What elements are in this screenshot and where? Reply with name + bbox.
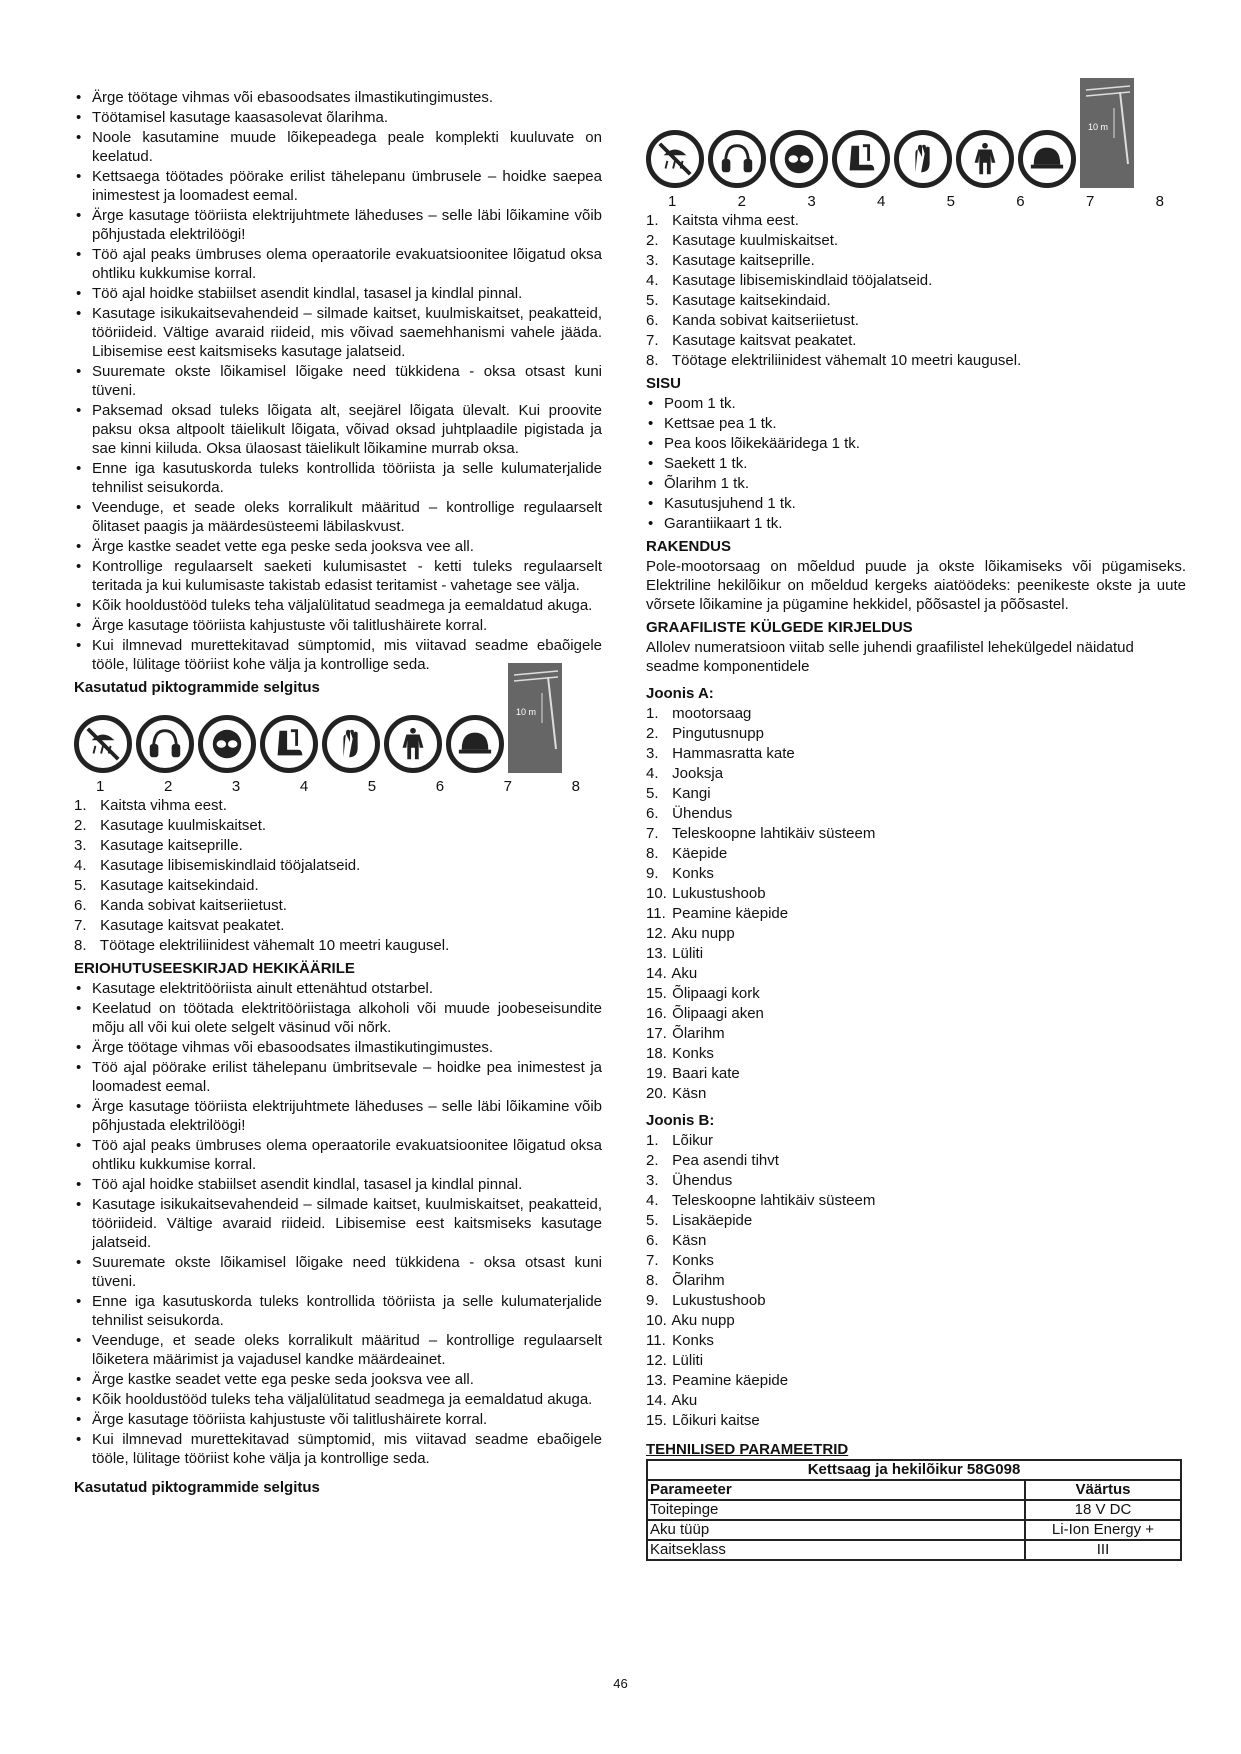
item-text: Kasutage kaitsvat peakatet. [100, 917, 285, 934]
item-text: Pea asendi tihvt [672, 1152, 779, 1169]
pictogram-number: 4 [876, 193, 886, 210]
table-row [647, 1540, 1181, 1560]
list-item [646, 1064, 1186, 1083]
item-text: Hammasratta kate [672, 745, 795, 762]
list-item: • Kasutage isikukaitsevahendeid – silmade kaitset, kuulmiskaitset, peakatteid, tööriideid. Vältige avaraid riideid, mis võivad saemehhanismi vahele jääda. Libisemise eest kaitsmiseks kasutage jalatseid. [74, 304, 602, 361]
item-text: Kasutage kaitsekindaid. [672, 292, 831, 309]
list-item [646, 904, 1186, 923]
table-row [647, 1520, 1181, 1540]
item-text: Kasutage kaitsekindaid. [100, 877, 259, 894]
item-text: Lõikuri kaitse [672, 1412, 760, 1429]
item-number: 7. [74, 917, 87, 934]
list-item [646, 744, 1186, 763]
list-item: • Garantiikaart 1 tk. [646, 514, 1186, 533]
sign-distance-text: 10 m [516, 707, 537, 717]
item-number: 2. [646, 232, 659, 249]
list-item [646, 884, 1186, 903]
pictogram-numbers [74, 777, 602, 796]
graaf-heading: GRAAFILISTE KÜLGEDE KIRJELDUS [646, 619, 913, 636]
item-text: Baari kate [672, 1065, 740, 1082]
safety-glasses-icon [198, 715, 256, 773]
item-text: Kasutage kuulmiskaitset. [100, 817, 267, 834]
list-item [646, 1044, 1186, 1063]
tech-cell: Li-Ion Energy + [1025, 1520, 1181, 1540]
joonis-b-heading: Joonis B: [646, 1112, 715, 1129]
list-item: • Töötamisel kasutage kaasasolevat õlarihma. [74, 108, 602, 127]
item-text: Kasutage kaitseprille. [100, 837, 243, 854]
item-number: 7. [646, 1252, 659, 1269]
safety-boots-icon [832, 130, 890, 188]
tech-table [646, 1459, 1182, 1561]
item-text: Teleskoopne lahtikäiv süsteem [671, 825, 876, 842]
list-item [646, 924, 1186, 943]
item-number: 1. [646, 1132, 659, 1149]
pictogram-heading-2: Kasutatud piktogrammide selgitus [74, 1479, 320, 1496]
joonis-b-list [646, 1131, 1186, 1430]
item-number: 2. [74, 817, 87, 834]
list-item: • Enne iga kasutuskorda tuleks kontrollida tööriista ja selle kulumaterjalide tehnilist seisukorda. [74, 1292, 602, 1330]
list-item [646, 1251, 1186, 1270]
item-text: Töötage elektriliinidest vähemalt 10 meetri kaugusel. [99, 937, 450, 954]
item-number: 9. [646, 865, 659, 882]
item-number: 1. [646, 212, 659, 229]
item-number: 12. [646, 1352, 667, 1369]
list-item [646, 944, 1186, 963]
item-number: 5. [646, 1212, 659, 1229]
list-item [646, 1351, 1186, 1370]
item-number: 15. [646, 985, 667, 1002]
contents-list [646, 394, 1186, 533]
list-item [74, 876, 602, 895]
list-item: • Töö ajal hoidke stabiilset asendit kindlal, tasasel ja kindlal pinnal. [74, 284, 602, 303]
list-item [646, 844, 1186, 863]
item-number: 12. [646, 925, 667, 942]
list-item [74, 816, 602, 835]
list-item: • Töö ajal hoidke stabiilset asendit kindlal, tasasel ja kindlal pinnal. [74, 1175, 602, 1194]
item-text: Lukustushoob [672, 885, 766, 902]
list-item [646, 1411, 1186, 1430]
item-text: Kasutage kuulmiskaitset. [672, 232, 839, 249]
tech-cell: III [1025, 1540, 1181, 1560]
pictogram-number: 3 [807, 193, 816, 210]
list-item [646, 1171, 1186, 1190]
item-number: 9. [646, 1292, 659, 1309]
pictogram-number: 8 [571, 778, 580, 795]
right-column [646, 70, 1186, 1561]
pictogram-number: 5 [367, 778, 377, 795]
rakendus-heading: RAKENDUS [646, 538, 732, 555]
list-item: • Noole kasutamine muude lõikepeadega peale komplekti kuuluvate on keelatud. [74, 128, 602, 166]
pictogram-number: 4 [299, 778, 309, 795]
item-number: 2. [646, 1152, 659, 1169]
list-item [646, 964, 1186, 983]
list-item [646, 1084, 1186, 1103]
item-number: 2. [646, 725, 659, 742]
tech-table-title: Kettsaag ja hekilõikur 58G098 [647, 1460, 1181, 1480]
page-number: 46 [613, 1676, 628, 1691]
item-number: 10. [646, 1312, 667, 1329]
item-text: Konks [672, 1252, 714, 1269]
joonis-a-heading: Joonis A: [646, 685, 714, 702]
list-item: • Poom 1 tk. [646, 394, 1186, 413]
item-number: 6. [646, 312, 659, 329]
pictogram-number: 2 [737, 193, 746, 210]
rain-protection-icon [74, 715, 132, 773]
tech-header-value: Väärtus [1025, 1480, 1181, 1500]
list-item: • Pea koos lõikekääridega 1 tk. [646, 434, 1186, 453]
list-item: • Paksemad oksad tuleks lõigata alt, seejärel lõigata ülevalt. Kui proovite paksu oksa altpoolt täielikult lõigata, võivad oksad juhtplaadile pigistada ja sae kinni kiiluda. Oksa ülaosast täielikult lõikamine murrab oksa. [74, 401, 602, 458]
list-item [646, 1371, 1186, 1390]
pictogram-numbers-right [646, 192, 1186, 211]
item-number: 5. [646, 785, 659, 802]
sisu-heading: SISU [646, 375, 682, 392]
item-number: 15. [646, 1412, 667, 1429]
item-number: 8. [74, 937, 87, 954]
item-text: Pingutusnupp [672, 725, 764, 742]
item-text: Peamine käepide [672, 1372, 789, 1389]
list-item [646, 1331, 1186, 1350]
protective-clothing-icon [956, 130, 1014, 188]
list-item: • Kui ilmnevad murettekitavad sümptomid, mis viitavad seadme ebaõigele tööle, lülitage tööriist kohe välja ja kontrollige seda. [74, 636, 602, 674]
item-number: 19. [646, 1065, 667, 1082]
list-item: • Kõik hooldustööd tuleks teha väljalülitatud seadmega ja eemaldatud akuga. [74, 596, 602, 615]
item-text: Lõikur [672, 1132, 714, 1149]
list-item [646, 1391, 1186, 1410]
item-text: Õlarihm [672, 1025, 725, 1042]
pictogram-heading: Kasutatud piktogrammide selgitus [74, 679, 320, 696]
item-text: Kanda sobivat kaitseriietust. [672, 312, 859, 329]
item-number: 3. [646, 1172, 659, 1189]
item-number: 8. [646, 845, 659, 862]
item-text: Jooksja [672, 765, 724, 782]
list-item [646, 984, 1186, 1003]
item-number: 8. [646, 352, 659, 369]
gloves-icon [894, 130, 952, 188]
helmet-icon [446, 715, 504, 773]
tech-header-param: Parameeter [647, 1480, 1025, 1500]
item-text: Lisakäepide [672, 1212, 753, 1229]
pictogram-strip [74, 707, 602, 773]
item-number: 11. [646, 905, 666, 922]
pictogram-explanations-right [646, 211, 1186, 370]
pictogram-number: 3 [231, 778, 241, 795]
pictogram-number: 1 [668, 193, 677, 210]
list-item [646, 804, 1186, 823]
list-item [646, 1271, 1186, 1290]
list-item: • Kui ilmnevad murettekitavad sümptomid, mis viitavad seadme ebaõigele tööle, lülitage tööriist kohe välja ja kontrollige seda. [74, 1430, 602, 1468]
item-text: Kasutage libisemiskindlaid tööjalatseid. [672, 272, 933, 289]
item-text: Kasutage libisemiskindlaid tööjalatseid. [100, 857, 361, 874]
item-text: Töötage elektriliinidest vähemalt 10 meetri kaugusel. [671, 352, 1022, 369]
item-number: 16. [646, 1005, 667, 1022]
helmet-icon [1018, 130, 1076, 188]
item-text: Kasutage kaitsvat peakatet. [672, 332, 857, 349]
safety-boots-icon [260, 715, 318, 773]
tech-cell: Toitepinge [647, 1500, 1025, 1520]
item-number: 3. [646, 745, 659, 762]
pictogram-number: 5 [946, 193, 955, 210]
tech-heading: TEHNILISED PARAMEETRID [646, 1441, 849, 1458]
hedge-safety-heading: ERIOHUTUSEESKIRJAD HEKIKÄÄRILE [74, 960, 355, 977]
item-text: mootorsaag [672, 705, 752, 722]
list-item: • Keelatud on töötada elektritööriistaga alkoholi või muude joobeseisundite mõju all või kui olete selgelt väsinud või nõrk. [74, 999, 602, 1037]
item-text: Konks [672, 865, 714, 882]
list-item [646, 704, 1186, 723]
item-number: 7. [646, 825, 659, 842]
list-item [646, 291, 1186, 310]
item-text: Kangi [672, 785, 711, 802]
power-line-distance-icon [1080, 78, 1134, 188]
item-number: 11. [646, 1332, 666, 1349]
list-item [646, 1291, 1186, 1310]
tech-cell: 18 V DC [1025, 1500, 1181, 1520]
list-item: • Ärge kastke seadet vette ega peske seda jooksva vee all. [74, 1370, 602, 1389]
list-item [646, 784, 1186, 803]
list-item: • Ärge kasutage tööriista elektrijuhtmete läheduses – selle läbi lõikamine võib põhjustada elektrilöögi! [74, 206, 602, 244]
list-item [646, 251, 1186, 270]
list-item: • Õlarihm 1 tk. [646, 474, 1186, 493]
item-number: 4. [646, 765, 659, 782]
list-item: • Veenduge, et seade oleks korralikult määritud – kontrollige regulaarselt õlitaset paagis ja määrdesüsteemi läbilaskvust. [74, 498, 602, 536]
item-number: 14. [646, 1392, 667, 1409]
item-text: Õlarihm [672, 1272, 725, 1289]
safety-bullets-chainsaw [74, 88, 602, 674]
list-item: • Töö ajal peaks ümbruses olema operaatorile evakuatsioonitee lõigatud oksa ohtliku kukkumise korral. [74, 1136, 602, 1174]
safety-glasses-icon [770, 130, 828, 188]
list-item [646, 764, 1186, 783]
list-item: • Ärge töötage vihmas või ebasoodsates ilmastikutingimustes. [74, 1038, 602, 1057]
pictogram-number: 6 [1016, 193, 1025, 210]
item-text: Kasutage kaitseprille. [672, 252, 815, 269]
safety-bullets-hedge [74, 979, 602, 1468]
item-number: 10. [646, 885, 667, 902]
rain-protection-icon [646, 130, 704, 188]
list-item [646, 1311, 1186, 1330]
gloves-icon [322, 715, 380, 773]
list-item [646, 1211, 1186, 1230]
list-item: • Kettsae pea 1 tk. [646, 414, 1186, 433]
item-text: Õlipaagi kork [672, 985, 760, 1002]
list-item [646, 211, 1186, 230]
list-item: • Kasutage elektritööriista ainult ettenähtud otstarbel. [74, 979, 602, 998]
list-item [646, 1004, 1186, 1023]
graaf-text: Allolev numeratsioon viitab selle juhendi graafilistel lehekülgedel näidatud seadme komponentidele [646, 639, 1134, 675]
item-text: Konks [672, 1332, 714, 1349]
item-text: Konks [672, 1045, 714, 1062]
item-number: 5. [646, 292, 659, 309]
item-text: Kaitsta vihma eest. [672, 212, 799, 229]
table-row [647, 1500, 1181, 1520]
item-number: 5. [74, 877, 87, 894]
item-text: Kaitsta vihma eest. [100, 797, 227, 814]
item-text: Peamine käepide [672, 905, 789, 922]
rakendus-text: Pole-mootorsaag on mõeldud puude ja okste lõikamiseks või pügamiseks. Elektriline hekilõikur on mõeldud kergeks aiatöödeks: peenikeste okste ja uute võrsete lõikamine ja pügamine hekkidel, põõsastel ja põõsastel. [646, 558, 1186, 613]
item-text: Käepide [672, 845, 728, 862]
pictogram-number: 8 [1155, 193, 1164, 210]
item-text: Lüliti [672, 1352, 704, 1369]
item-number: 6. [646, 1232, 659, 1249]
list-item: • Enne iga kasutuskorda tuleks kontrollida tööriista ja selle kulumaterjalide tehnilist seisukorda. [74, 459, 602, 497]
pictogram-strip-right [646, 122, 1186, 188]
list-item: • Ärge kasutage tööriista kahjustuste või talitlushäirete korral. [74, 616, 602, 635]
sign-distance-text: 10 m [1088, 122, 1109, 132]
list-item: • Kettsaega töötades pöörake erilist tähelepanu ümbrusele – hoidke saepea inimestest ja loomadest eemal. [74, 167, 602, 205]
item-text: Ühendus [672, 1172, 733, 1189]
list-item [74, 796, 602, 815]
tech-cell: Kaitseklass [647, 1540, 1025, 1560]
list-item [646, 1151, 1186, 1170]
pictogram-explanations [74, 796, 602, 955]
item-number: 1. [646, 705, 659, 722]
item-text: Käsn [672, 1085, 707, 1102]
ear-protection-icon [708, 130, 766, 188]
pictogram-number: 7 [503, 778, 512, 795]
list-item: • Kasutage isikukaitsevahendeid – silmade kaitset, kuulmiskaitset, peakatteid, tööriideid. Vältige avaraid riideid. Libisemise eest kaitsmiseks kasutage jalatseid. [74, 1195, 602, 1252]
pictogram-number: 7 [1085, 193, 1095, 210]
list-item [646, 864, 1186, 883]
pictogram-number: 6 [435, 778, 445, 795]
list-item [646, 1024, 1186, 1043]
list-item: • Töö ajal pöörake erilist tähelepanu ümbritsevale – hoidke pea inimestest ja loomadest eemal. [74, 1058, 602, 1096]
item-number: 17. [646, 1025, 667, 1042]
list-item [646, 271, 1186, 290]
item-number: 14. [646, 965, 667, 982]
list-item: • Veenduge, et seade oleks korralikult määritud – kontrollige regulaarselt lõiketera määrimist ja vajadusel kandke määrdeainet. [74, 1331, 602, 1369]
list-item [74, 896, 602, 915]
item-number: 6. [646, 805, 659, 822]
item-text: Aku nupp [671, 1312, 735, 1329]
item-number: 4. [646, 1192, 659, 1209]
list-item [646, 1191, 1186, 1210]
item-number: 6. [74, 897, 87, 914]
item-number: 18. [646, 1045, 667, 1062]
list-item [74, 856, 602, 875]
item-text: Teleskoopne lahtikäiv süsteem [671, 1192, 876, 1209]
item-number: 3. [646, 252, 659, 269]
item-number: 13. [646, 945, 667, 962]
list-item: • Suuremate okste lõikamisel lõigake need tükkidena - oksa otsast kuni tüveni. [74, 362, 602, 400]
list-item [646, 724, 1186, 743]
list-item [74, 936, 602, 955]
list-item: • Ärge kasutage tööriista kahjustuste või talitlushäirete korral. [74, 1410, 602, 1429]
item-text: Aku nupp [671, 925, 735, 942]
item-text: Lüliti [672, 945, 704, 962]
list-item: • Ärge kasutage tööriista elektrijuhtmete läheduses – selle läbi lõikamine võib põhjustada elektrilöögi! [74, 1097, 602, 1135]
left-column [74, 88, 602, 1498]
list-item: • Ärge töötage vihmas või ebasoodsates ilmastikutingimustes. [74, 88, 602, 107]
list-item [646, 351, 1186, 370]
item-text: Aku [671, 1392, 698, 1409]
item-number: 1. [74, 797, 87, 814]
list-item [74, 836, 602, 855]
item-text: Õlipaagi aken [672, 1005, 764, 1022]
item-text: Kanda sobivat kaitseriietust. [100, 897, 287, 914]
item-number: 8. [646, 1272, 659, 1289]
list-item: • Kontrollige regulaarselt saeketi kulumisastet - ketti tuleks regulaarselt teritada ja kui kulumisaste takistab edasist teritamist - vahetage see välja. [74, 557, 602, 595]
list-item: • Ärge kastke seadet vette ega peske seda jooksva vee all. [74, 537, 602, 556]
list-item: • Saekett 1 tk. [646, 454, 1186, 473]
joonis-a-list [646, 704, 1186, 1103]
pictogram-number: 1 [96, 778, 105, 795]
item-number: 7. [646, 332, 659, 349]
ear-protection-icon [136, 715, 194, 773]
list-item [646, 231, 1186, 250]
item-number: 4. [74, 857, 87, 874]
list-item: • Kõik hooldustööd tuleks teha väljalülitatud seadmega ja eemaldatud akuga. [74, 1390, 602, 1409]
list-item [646, 824, 1186, 843]
item-text: Käsn [672, 1232, 707, 1249]
item-number: 13. [646, 1372, 667, 1389]
item-text: Aku [671, 965, 698, 982]
protective-clothing-icon [384, 715, 442, 773]
list-item [646, 1131, 1186, 1150]
list-item [646, 311, 1186, 330]
item-number: 3. [74, 837, 87, 854]
list-item [646, 331, 1186, 350]
item-text: Ühendus [672, 805, 733, 822]
list-item: • Töö ajal peaks ümbruses olema operaatorile evakuatsioonitee lõigatud oksa ohtliku kukkumise korral. [74, 245, 602, 283]
item-text: Lukustushoob [672, 1292, 766, 1309]
list-item [74, 916, 602, 935]
pictogram-number: 2 [163, 778, 173, 795]
tech-cell: Aku tüüp [647, 1520, 1025, 1540]
item-number: 20. [646, 1085, 667, 1102]
list-item [646, 1231, 1186, 1250]
list-item: • Suuremate okste lõikamisel lõigake need tükkidena - oksa otsast kuni tüveni. [74, 1253, 602, 1291]
item-number: 4. [646, 272, 659, 289]
power-line-distance-icon [508, 663, 562, 773]
list-item: • Kasutusjuhend 1 tk. [646, 494, 1186, 513]
